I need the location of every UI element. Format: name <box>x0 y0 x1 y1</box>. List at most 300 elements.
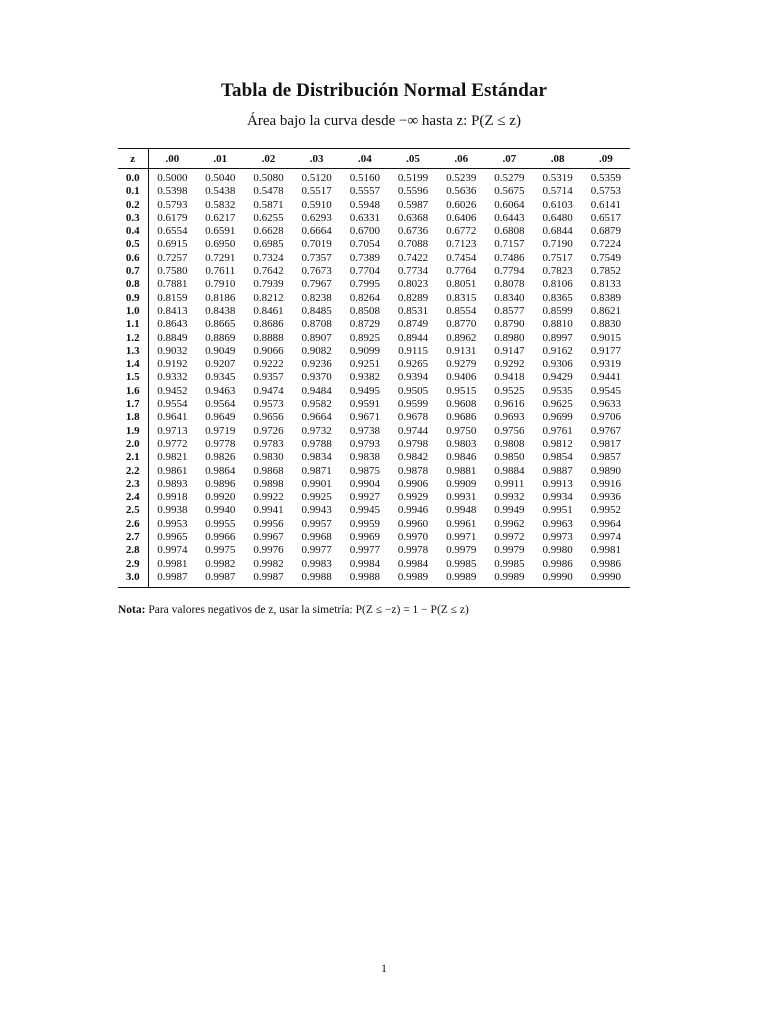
z-value-cell: 1.5 <box>118 371 148 384</box>
probability-cell: 0.9957 <box>301 517 332 530</box>
probability-cell: 0.9049 <box>205 344 236 357</box>
probability-cell: 0.9251 <box>349 358 380 371</box>
probability-cell: 0.9265 <box>397 358 429 371</box>
probability-cell: 0.7157 <box>494 238 525 251</box>
probability-cell: 0.8888 <box>253 331 284 344</box>
probability-cell: 0.9793 <box>349 437 380 450</box>
probability-cell: 0.9706 <box>590 411 621 424</box>
probability-cell: 0.9834 <box>301 451 332 464</box>
probability-cell: 0.8980 <box>494 331 525 344</box>
probability-cell: 0.7422 <box>397 251 429 264</box>
probability-cell: 0.6064 <box>494 198 525 211</box>
probability-cell: 0.6293 <box>301 211 332 224</box>
note-text: Para valores negativos de z, usar la simetría: P(Z ≤ −z) = 1 − P(Z ≤ z) <box>148 604 469 616</box>
table-row <box>118 571 630 588</box>
z-value-cell: 1.8 <box>118 411 148 424</box>
probability-cell: 0.6591 <box>205 225 236 238</box>
probability-cell: 0.6406 <box>446 211 477 224</box>
table-row <box>118 544 630 557</box>
probability-cell: 0.8925 <box>349 331 380 344</box>
probability-cell: 0.9854 <box>542 451 573 464</box>
probability-cell: 0.5636 <box>446 185 477 198</box>
table-row <box>118 278 630 291</box>
probability-cell: 0.9699 <box>542 411 573 424</box>
probability-cell: 0.7389 <box>349 251 380 264</box>
probability-cell: 0.9842 <box>397 451 429 464</box>
column-header: .05 <box>406 152 420 165</box>
probability-cell: 0.9015 <box>590 331 621 344</box>
probability-cell: 0.5359 <box>590 172 621 184</box>
probability-cell: 0.9767 <box>590 424 621 437</box>
probability-cell: 0.9345 <box>205 371 236 384</box>
probability-cell: 0.9981 <box>157 557 188 570</box>
probability-cell: 0.7291 <box>205 251 236 264</box>
z-table <box>118 148 630 588</box>
probability-cell: 0.9904 <box>349 477 380 490</box>
table-row <box>118 398 630 411</box>
probability-cell: 0.5753 <box>590 185 621 198</box>
probability-cell: 0.6700 <box>349 225 380 238</box>
column-header: .00 <box>165 152 180 165</box>
probability-cell: 0.7910 <box>205 278 236 291</box>
probability-cell: 0.9463 <box>205 384 236 397</box>
probability-cell: 0.9306 <box>542 358 573 371</box>
column-header: .08 <box>550 152 565 165</box>
probability-cell: 0.9984 <box>349 557 380 570</box>
probability-cell: 0.9896 <box>205 477 236 490</box>
probability-cell: 0.8621 <box>590 304 621 317</box>
z-value-cell: 0.4 <box>118 225 148 238</box>
probability-cell: 0.9943 <box>301 504 332 517</box>
probability-cell: 0.9973 <box>542 531 573 544</box>
table-body <box>118 169 630 588</box>
probability-cell: 0.9591 <box>349 398 380 411</box>
probability-cell: 0.9971 <box>446 531 477 544</box>
probability-cell: 0.8962 <box>446 331 477 344</box>
table-row <box>118 371 630 384</box>
probability-cell: 0.9821 <box>157 451 188 464</box>
probability-cell: 0.9778 <box>205 437 236 450</box>
probability-cell: 0.6664 <box>301 225 332 238</box>
probability-cell: 0.6103 <box>542 198 573 211</box>
probability-cell: 0.9985 <box>446 557 477 570</box>
z-value-cell: 1.0 <box>118 305 148 318</box>
probability-cell: 0.9962 <box>494 517 525 530</box>
probability-cell: 0.9990 <box>590 570 621 583</box>
probability-cell: 0.9761 <box>542 424 573 437</box>
probability-cell: 0.7224 <box>590 238 621 251</box>
probability-cell: 0.8599 <box>542 304 573 317</box>
probability-cell: 0.5040 <box>205 172 236 184</box>
probability-cell: 0.7673 <box>301 265 332 278</box>
probability-cell: 0.9319 <box>590 358 621 371</box>
probability-cell: 0.6736 <box>397 225 429 238</box>
probability-cell: 0.9783 <box>253 437 284 450</box>
probability-cell: 0.8810 <box>542 318 573 331</box>
probability-cell: 0.9861 <box>157 464 188 477</box>
probability-cell: 0.9817 <box>590 437 621 450</box>
probability-cell: 0.8869 <box>205 331 236 344</box>
probability-cell: 0.6255 <box>253 211 284 224</box>
probability-cell: 0.9898 <box>253 477 284 490</box>
probability-cell: 0.7580 <box>157 265 188 278</box>
probability-cell: 0.5478 <box>253 185 284 198</box>
probability-cell: 0.9573 <box>253 398 284 411</box>
probability-cell: 0.5239 <box>446 172 477 184</box>
z-value-cell: 3.0 <box>118 571 148 588</box>
probability-cell: 0.9965 <box>157 531 188 544</box>
probability-cell: 0.7454 <box>446 251 477 264</box>
probability-cell: 0.9357 <box>253 371 284 384</box>
probability-cell: 0.9922 <box>253 491 284 504</box>
table-row <box>118 265 630 278</box>
z-value-cell: 2.0 <box>118 438 148 451</box>
table-row <box>118 558 630 571</box>
probability-cell: 0.6915 <box>157 238 188 251</box>
z-value-cell: 1.9 <box>118 425 148 438</box>
probability-cell: 0.8340 <box>494 291 525 304</box>
probability-cell: 0.8749 <box>397 318 429 331</box>
probability-cell: 0.8238 <box>301 291 332 304</box>
probability-cell: 0.8944 <box>397 331 429 344</box>
probability-cell: 0.9732 <box>301 424 332 437</box>
probability-cell: 0.5557 <box>349 185 380 198</box>
column-header: .09 <box>598 152 613 165</box>
probability-cell: 0.9599 <box>397 398 429 411</box>
probability-cell: 0.9989 <box>494 570 525 583</box>
probability-cell: 0.9887 <box>542 464 573 477</box>
probability-cell: 0.9772 <box>157 437 188 450</box>
probability-cell: 0.9984 <box>397 557 429 570</box>
probability-cell: 0.9515 <box>446 384 477 397</box>
probability-cell: 0.9878 <box>397 464 429 477</box>
probability-cell: 0.9975 <box>205 544 236 557</box>
probability-cell: 0.6368 <box>397 211 429 224</box>
probability-cell: 0.9608 <box>446 398 477 411</box>
z-column-header: z <box>118 149 148 169</box>
probability-cell: 0.9115 <box>398 344 428 357</box>
probability-cell: 0.9032 <box>157 344 188 357</box>
probability-cell: 0.9616 <box>494 398 525 411</box>
probability-cell: 0.8508 <box>349 304 380 317</box>
probability-cell: 0.9969 <box>349 531 380 544</box>
probability-cell: 0.9988 <box>301 570 332 583</box>
probability-cell: 0.7642 <box>253 265 284 278</box>
probability-cell: 0.5398 <box>157 185 188 198</box>
probability-cell: 0.6480 <box>542 211 573 224</box>
probability-cell: 0.7794 <box>494 265 525 278</box>
page-subtitle: Área bajo la curva desde −∞ hasta z: P(Z ≤ z) <box>247 113 521 129</box>
probability-cell: 0.6217 <box>205 211 236 224</box>
note-label: Nota: <box>118 604 146 616</box>
z-value-cell: 2.7 <box>118 531 148 544</box>
probability-cell: 0.9850 <box>494 451 525 464</box>
table-row <box>118 252 630 265</box>
probability-cell: 0.9625 <box>542 398 573 411</box>
probability-cell: 0.7054 <box>349 238 380 251</box>
probability-cell: 0.9931 <box>446 491 477 504</box>
probability-cell: 0.9964 <box>590 517 621 530</box>
probability-cell: 0.9966 <box>205 531 236 544</box>
table-row <box>118 225 630 238</box>
probability-cell: 0.9726 <box>253 424 284 437</box>
probability-cell: 0.8413 <box>157 304 188 317</box>
table-row <box>118 332 630 345</box>
probability-cell: 0.9656 <box>253 411 284 424</box>
probability-cell: 0.9826 <box>205 451 236 464</box>
table-row <box>118 385 630 398</box>
probability-cell: 0.9948 <box>446 504 477 517</box>
probability-cell: 0.9370 <box>301 371 332 384</box>
probability-cell: 0.9678 <box>397 411 429 424</box>
probability-cell: 0.9633 <box>590 398 621 411</box>
probability-cell: 0.6517 <box>590 211 621 224</box>
probability-cell: 0.9505 <box>397 384 429 397</box>
probability-cell: 0.9756 <box>494 424 525 437</box>
probability-cell: 0.5000 <box>157 172 188 184</box>
probability-cell: 0.9982 <box>253 557 284 570</box>
z-value-cell: 0.2 <box>118 199 148 212</box>
probability-cell: 0.5948 <box>349 198 380 211</box>
probability-cell: 0.9929 <box>397 491 429 504</box>
table-row <box>118 345 630 358</box>
probability-cell: 0.9925 <box>301 491 332 504</box>
probability-cell: 0.5871 <box>253 198 284 211</box>
probability-cell: 0.8849 <box>157 331 188 344</box>
probability-cell: 0.9941 <box>253 504 284 517</box>
probability-cell: 0.9909 <box>446 477 477 490</box>
probability-cell: 0.8264 <box>349 291 380 304</box>
probability-cell: 0.9332 <box>157 371 188 384</box>
probability-cell: 0.9292 <box>494 358 525 371</box>
probability-cell: 0.9968 <box>301 531 332 544</box>
probability-cell: 0.9554 <box>157 398 188 411</box>
probability-cell: 0.9162 <box>542 344 573 357</box>
probability-cell: 0.5714 <box>542 185 573 198</box>
z-value-cell: 1.3 <box>118 345 148 358</box>
probability-cell: 0.6179 <box>157 211 188 224</box>
probability-cell: 0.7549 <box>590 251 621 264</box>
probability-cell: 0.9978 <box>397 544 429 557</box>
probability-cell: 0.8106 <box>542 278 573 291</box>
z-value-cell: 2.2 <box>118 465 148 478</box>
z-table-container <box>118 148 630 588</box>
probability-cell: 0.9474 <box>253 384 284 397</box>
table-header-row <box>118 149 630 169</box>
probability-cell: 0.9686 <box>446 411 477 424</box>
probability-cell: 0.5517 <box>301 185 332 198</box>
table-row <box>118 518 630 531</box>
probability-cell: 0.8133 <box>590 278 621 291</box>
probability-cell: 0.9192 <box>157 358 188 371</box>
probability-cell: 0.7995 <box>349 278 380 291</box>
probability-cell: 0.8078 <box>494 278 525 291</box>
probability-cell: 0.9959 <box>349 517 380 530</box>
probability-cell: 0.9980 <box>542 544 573 557</box>
probability-cell: 0.7611 <box>205 265 236 278</box>
table-row <box>118 478 630 491</box>
probability-cell: 0.9177 <box>590 344 621 357</box>
probability-cell: 0.8461 <box>253 304 284 317</box>
probability-cell: 0.7823 <box>542 265 573 278</box>
probability-cell: 0.9641 <box>157 411 188 424</box>
probability-cell: 0.9418 <box>494 371 525 384</box>
column-header: .02 <box>261 152 276 165</box>
z-value-cell: 2.1 <box>118 451 148 464</box>
probability-cell: 0.7764 <box>446 265 477 278</box>
note <box>118 604 678 616</box>
probability-cell: 0.5160 <box>349 172 380 184</box>
probability-cell: 0.9967 <box>253 531 284 544</box>
z-value-cell: 0.9 <box>118 292 148 305</box>
probability-cell: 0.8389 <box>590 291 621 304</box>
probability-cell: 0.5120 <box>301 172 332 184</box>
probability-cell: 0.5080 <box>253 172 284 184</box>
probability-cell: 0.5675 <box>494 185 525 198</box>
probability-cell: 0.9846 <box>446 451 477 464</box>
probability-cell: 0.9406 <box>446 371 477 384</box>
probability-cell: 0.7852 <box>590 265 621 278</box>
probability-cell: 0.9713 <box>157 424 188 437</box>
z-value-cell: 1.2 <box>118 332 148 345</box>
probability-cell: 0.7324 <box>253 251 284 264</box>
probability-cell: 0.5910 <box>301 198 332 211</box>
probability-cell: 0.6141 <box>590 198 621 211</box>
probability-cell: 0.9916 <box>590 477 621 490</box>
probability-cell: 0.9838 <box>349 451 380 464</box>
probability-cell: 0.9394 <box>397 371 429 384</box>
probability-cell: 0.8686 <box>253 318 284 331</box>
z-value-cell: 0.1 <box>118 185 148 198</box>
probability-cell: 0.7019 <box>301 238 332 251</box>
probability-cell: 0.6628 <box>253 225 284 238</box>
probability-cell: 0.8665 <box>205 318 236 331</box>
probability-cell: 0.9918 <box>157 491 188 504</box>
probability-cell: 0.9864 <box>205 464 236 477</box>
probability-cell: 0.9875 <box>349 464 380 477</box>
probability-cell: 0.9906 <box>397 477 429 490</box>
probability-cell: 0.5199 <box>397 172 429 184</box>
z-value-cell: 2.5 <box>118 504 148 517</box>
probability-cell: 0.9913 <box>542 477 573 490</box>
table-row <box>118 531 630 544</box>
probability-cell: 0.9983 <box>301 557 332 570</box>
probability-cell: 0.8643 <box>157 318 188 331</box>
probability-cell: 0.7881 <box>157 278 188 291</box>
probability-cell: 0.6554 <box>157 225 188 238</box>
probability-cell: 0.6950 <box>205 238 236 251</box>
probability-cell: 0.9936 <box>590 491 621 504</box>
probability-cell: 0.9974 <box>157 544 188 557</box>
column-header: .04 <box>357 152 372 165</box>
probability-cell: 0.8485 <box>301 304 332 317</box>
probability-cell: 0.9429 <box>542 371 573 384</box>
probability-cell: 0.6844 <box>542 225 573 238</box>
probability-cell: 0.9987 <box>157 570 188 583</box>
column-header: .06 <box>454 152 469 165</box>
probability-cell: 0.9981 <box>590 544 621 557</box>
probability-cell: 0.9441 <box>590 371 621 384</box>
probability-cell: 0.5793 <box>157 198 188 211</box>
table-row <box>118 358 630 371</box>
column-header: .03 <box>309 152 324 165</box>
probability-cell: 0.9911 <box>494 477 525 490</box>
probability-cell: 0.9946 <box>397 504 429 517</box>
probability-cell: 0.9963 <box>542 517 573 530</box>
z-value-cell: 0.6 <box>118 252 148 265</box>
z-value-cell: 1.1 <box>118 318 148 331</box>
z-value-cell: 0.7 <box>118 265 148 278</box>
probability-cell: 0.9893 <box>157 477 188 490</box>
table-row <box>118 438 630 451</box>
probability-cell: 0.9664 <box>301 411 332 424</box>
probability-cell: 0.7257 <box>157 251 188 264</box>
probability-cell: 0.9960 <box>397 517 429 530</box>
probability-cell: 0.8830 <box>590 318 621 331</box>
column-header: .01 <box>213 152 228 165</box>
probability-cell: 0.6808 <box>494 225 525 238</box>
probability-cell: 0.9881 <box>446 464 477 477</box>
probability-cell: 0.9207 <box>205 358 236 371</box>
probability-cell: 0.9938 <box>157 504 188 517</box>
table-row <box>118 318 630 331</box>
probability-cell: 0.9798 <box>397 437 429 450</box>
probability-cell: 0.7486 <box>494 251 525 264</box>
probability-cell: 0.9131 <box>446 344 477 357</box>
probability-cell: 0.9934 <box>542 491 573 504</box>
probability-cell: 0.7734 <box>397 265 429 278</box>
probability-cell: 0.7939 <box>253 278 284 291</box>
probability-cell: 0.9525 <box>494 384 525 397</box>
probability-cell: 0.9099 <box>349 344 380 357</box>
probability-cell: 0.9990 <box>542 570 573 583</box>
probability-cell: 0.6772 <box>446 225 477 238</box>
probability-cell: 0.8438 <box>205 304 236 317</box>
probability-cell: 0.9808 <box>494 437 525 450</box>
probability-cell: 0.9649 <box>205 411 236 424</box>
probability-cell: 0.9952 <box>590 504 621 517</box>
probability-cell: 0.6443 <box>494 211 525 224</box>
probability-cell: 0.9979 <box>494 544 525 557</box>
probability-cell: 0.9582 <box>301 398 332 411</box>
table-row <box>118 185 630 198</box>
z-value-cell: 0.5 <box>118 238 148 251</box>
table-row <box>118 292 630 305</box>
probability-cell: 0.9750 <box>446 424 477 437</box>
probability-cell: 0.9974 <box>590 531 621 544</box>
z-value-cell: 0.0 <box>118 169 148 186</box>
probability-cell: 0.7190 <box>542 238 573 251</box>
table-row <box>118 465 630 478</box>
probability-cell: 0.9788 <box>301 437 332 450</box>
probability-cell: 0.9989 <box>397 570 429 583</box>
probability-cell: 0.8212 <box>253 291 284 304</box>
probability-cell: 0.8790 <box>494 318 525 331</box>
probability-cell: 0.9082 <box>301 344 332 357</box>
probability-cell: 0.9977 <box>301 544 332 557</box>
probability-cell: 0.9988 <box>349 570 380 583</box>
probability-cell: 0.9970 <box>397 531 429 544</box>
probability-cell: 0.9452 <box>157 384 188 397</box>
probability-cell: 0.9985 <box>494 557 525 570</box>
probability-cell: 0.9951 <box>542 504 573 517</box>
probability-cell: 0.9986 <box>542 557 573 570</box>
probability-cell: 0.6879 <box>590 225 621 238</box>
probability-cell: 0.9972 <box>494 531 525 544</box>
probability-cell: 0.7088 <box>397 238 429 251</box>
probability-cell: 0.9986 <box>590 557 621 570</box>
probability-cell: 0.9953 <box>157 517 188 530</box>
